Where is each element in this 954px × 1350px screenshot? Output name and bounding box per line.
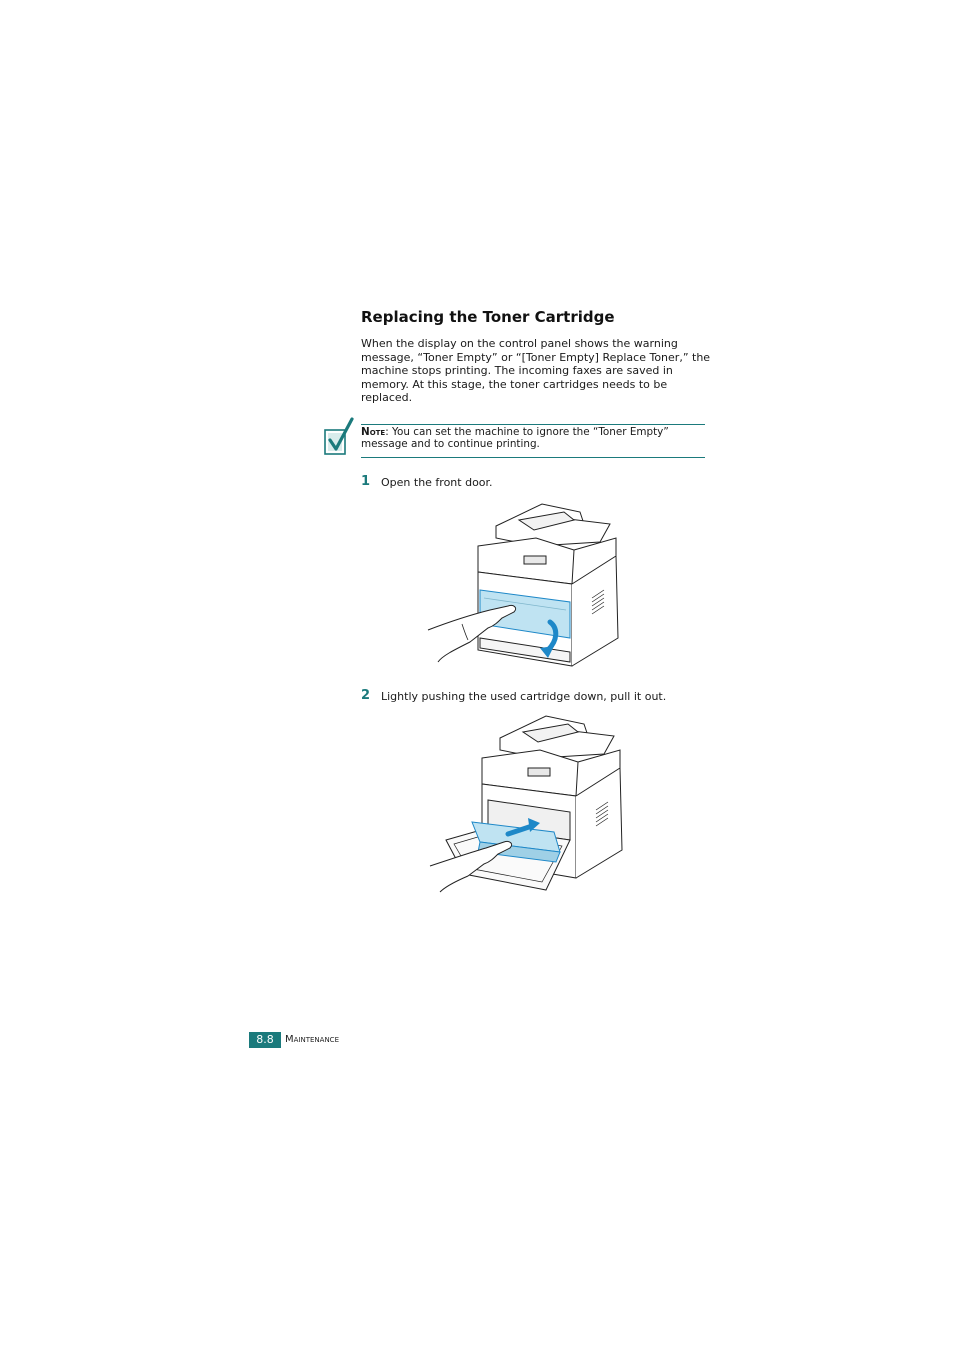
step-2-number: 2 (361, 688, 371, 703)
step-1-number: 1 (361, 474, 371, 489)
step-2-text: Lightly pushing the used cartridge down, pull it out. (381, 690, 667, 703)
note-text (361, 426, 705, 451)
footer-section-name: Maintenance (285, 1034, 339, 1045)
note-check-icon (322, 416, 356, 462)
figure-remove-cartridge (424, 712, 628, 898)
step-1-text: Open the front door. (381, 476, 493, 489)
page-number: 8.8 (249, 1032, 281, 1048)
note-label: Note (361, 426, 386, 438)
section-title: Replacing the Toner Cartridge (361, 308, 615, 326)
intro-line: replaced. (361, 391, 413, 405)
note-line-2: message and to continue printing. (361, 438, 540, 451)
intro-line: machine stops printing. The incoming faxes are saved in (361, 364, 673, 378)
intro-line: When the display on the control panel shows the warning (361, 337, 678, 350)
intro-line: memory. At this stage, the toner cartridges needs to be (361, 377, 668, 391)
figure-open-front-door (424, 498, 624, 674)
intro-line: message, “Toner Empty” or “[Toner Empty] Replace Toner,” the (361, 350, 711, 364)
intro-paragraph (361, 337, 711, 405)
note-line-1: : You can set the machine to ignore the “Toner Empty” (385, 426, 669, 438)
